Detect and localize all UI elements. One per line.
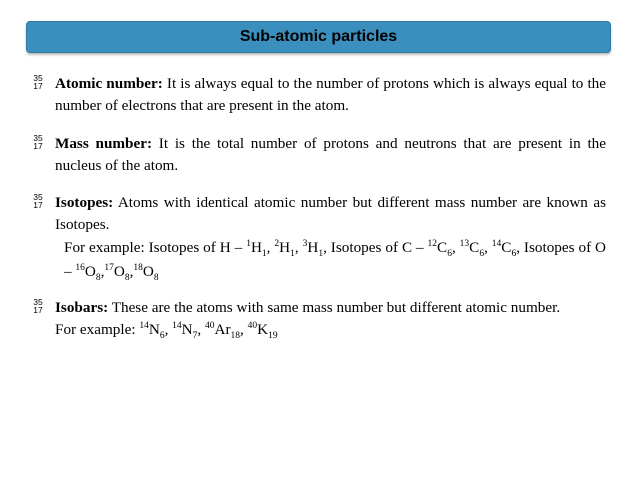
item-isobars [30, 297, 606, 341]
atomic-number-paragraph: Atomic number: It is always equal to the number of protons which is always equal to the number of electrons that are present in the atom. [55, 75, 607, 114]
nuclide: $^{16}O_8$ [75, 262, 101, 284]
isotopes-example: For example: Isotopes of H – $^1H_1$, $^2H_1$, $^3H_1$, Isotopes of C – $^{12}C_6$, $^{13}C_6$, $^{14}C_6$, Isotopes of O – $^{16}O_8,^{17}O_8,^{18}O_8$ [64, 238, 607, 284]
nuclide: $^{14}N_7$ [172, 320, 198, 342]
term-label: Isobars: [55, 299, 109, 316]
item-atomic-number [30, 73, 606, 117]
nuclide-list: $^{14}N_6$, $^{14}N_7$, $^{40}Ar_{18}$, $^{40}K_{19}$ [139, 320, 278, 342]
nuclide: $^1H_1$ [246, 238, 267, 260]
nuclide: $^{18}O_8$ [133, 262, 159, 284]
isotopes-paragraph: Isotopes: Atoms with identical atomic number but different mass number are known as Isotopes. [55, 194, 606, 233]
bullet-nuclide-symbol: 35 17 [33, 73, 43, 91]
nuclide-list: $^1H_1$, $^2H_1$, $^3H_1$ [246, 238, 324, 260]
bullet-nuclide-symbol: 35 17 [33, 133, 43, 151]
term-label: Mass number: [55, 135, 153, 152]
title-bar [26, 21, 611, 53]
isobars-paragraph: Isobars: These are the atoms with same mass number but different atomic number. For example: $^{14}N_6$, $^{14}N_7$, $^{40}Ar_{18}$, $^{40}K_{19}$ [55, 299, 561, 342]
nuclide: $^{14}C_6$ [491, 238, 517, 260]
term-label: Atomic number: [55, 75, 163, 92]
nuclide: $^{14}N_6$ [139, 320, 165, 342]
nuclide: $^2H_1$ [274, 238, 295, 260]
item-mass-number [30, 133, 606, 177]
bullet-nuclide-symbol: 35 17 [33, 297, 43, 315]
nuclide: $^{17}O_8$ [104, 262, 130, 284]
nuclide: $^{13}C_6$ [459, 238, 485, 260]
nuclide: $^3H_1$ [302, 238, 324, 260]
nuclide: $^{12}C_6$ [427, 238, 452, 260]
nuclide: $^{40}Ar_{18}$ [204, 320, 241, 342]
nuclide-list: $^{16}O_8,^{17}O_8,^{18}O_8$ [75, 262, 159, 284]
item-isotopes [30, 192, 606, 284]
nuclide-list: $^{12}C_6$, $^{13}C_6$, $^{14}C_6$ [427, 238, 517, 260]
nuclide: $^{40}K_{19}$ [247, 320, 278, 342]
page-title: Sub-atomic particles [239, 28, 398, 45]
term-label: Isotopes: [55, 194, 114, 211]
mass-number-paragraph: Mass number: It is the total number of protons and neutrons that are present in the nucleus of the atom. [55, 135, 606, 174]
bullet-nuclide-symbol: 35 17 [33, 192, 43, 210]
